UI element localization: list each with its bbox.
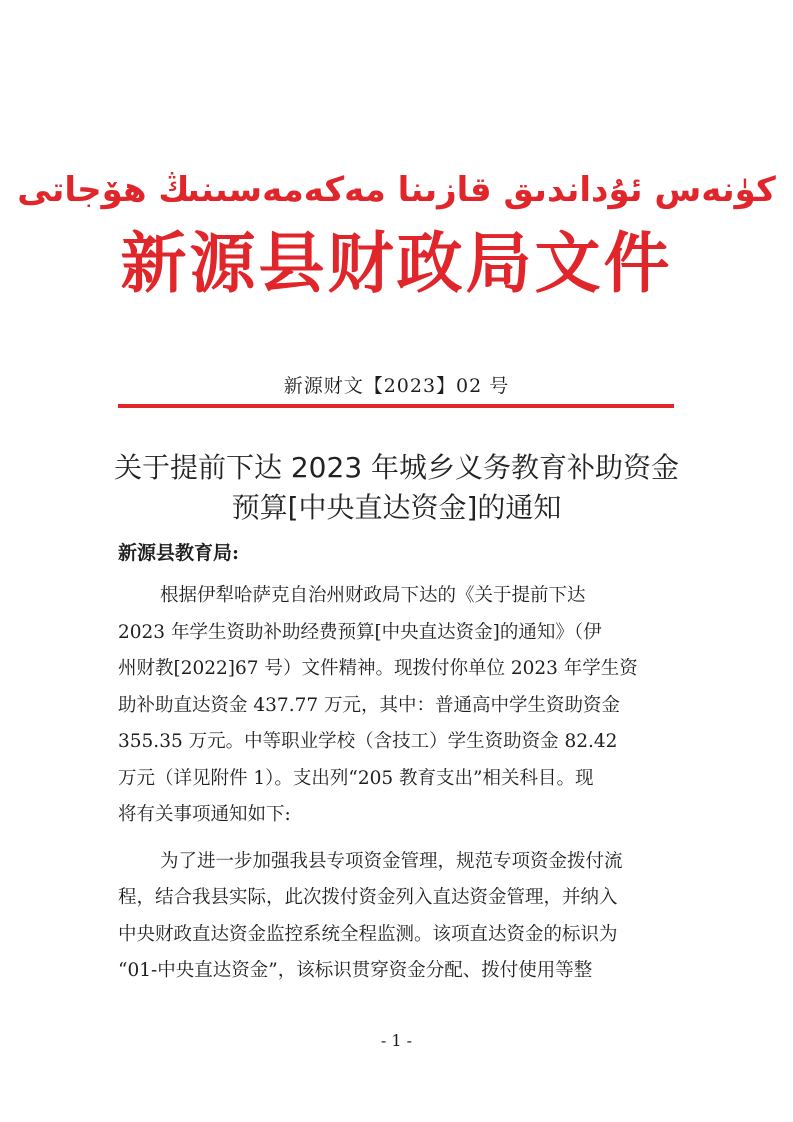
body-line: 根据伊犁哈萨克自治州财政局下达的《关于提前下达 [160,585,586,606]
document-body [118,578,683,990]
paragraph-gap [118,834,683,844]
body-line: 州财教[2022]67 号）文件精神。现拨付你单位 2023 年学生资 [118,658,638,679]
body-line: 中央财政直达资金监控系统全程监测。该项直达资金的标识为 [118,923,618,945]
uyghur-agency-name: كۈنەس ئۇداندىق قازىنا مەكەمەسىنىڭ ھۆجاتى [17,170,776,210]
body-line: 355.35 万元。中等职业学校（含技工）学生资助资金 82.42 [118,731,618,752]
red-separator-line [118,404,674,408]
body-line: 为了进一步加强我县专项资金管理，规范专项资金拨付流 [160,850,623,872]
body-line: “01-中央直达资金”，该标识贯穿资金分配、拨付使用等整 [118,960,593,981]
body-line: 将有关事项通知如下: [118,804,291,825]
page-number: - 1 - [380,1031,413,1050]
body-line: 助补助直达资金 437.77 万元，其中：普通高中学生资助资金 [118,694,620,716]
addressee: 新源县教育局: [118,542,240,564]
document-title [60,448,733,528]
document-masthead: 新源县财政局文件 [120,224,673,302]
body-line: 程，结合我县实际，此次拨付资金列入直达资金管理，并纳入 [118,887,618,908]
body-line: 2023 年学生资助补助经费预算[中央直达资金]的通知》（伊 [118,621,602,643]
title-line-2: 预算[中央直达资金]的通知 [231,491,562,524]
document-number: 新源财文【2023】02 号 [283,375,510,397]
title-line-1: 关于提前下达 2023 年城乡义务教育补助资金 [113,451,680,484]
body-line: 万元（详见附件 1）。支出列“205 教育支出”相关科目。现 [118,767,594,789]
